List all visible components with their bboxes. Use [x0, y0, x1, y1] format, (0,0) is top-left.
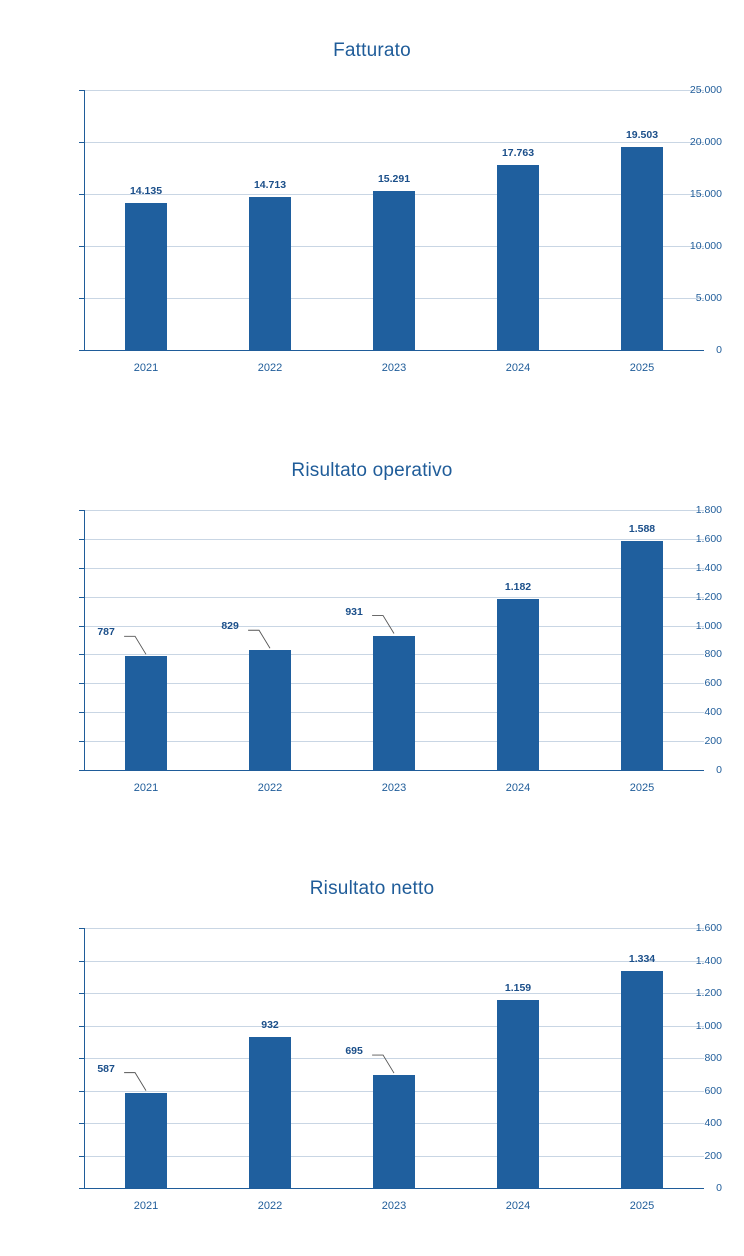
gridline	[84, 928, 704, 929]
bar-value-label: 1.182	[504, 581, 532, 594]
x-axis-tick-label: 2025	[629, 1200, 655, 1212]
bar-value-label: 587	[97, 1062, 115, 1075]
y-axis-tick-label: 25.000	[689, 84, 722, 96]
bar	[497, 599, 539, 770]
y-axis-tick-label: 1.000	[695, 619, 722, 632]
y-axis-tick-label: 10.000	[689, 240, 722, 252]
chart-risultato-netto	[0, 838, 744, 1256]
y-axis-line	[84, 510, 85, 770]
x-axis-tick-label: 2022	[257, 782, 283, 794]
y-axis-tick-label: 200	[704, 735, 722, 748]
gridline	[84, 626, 704, 627]
bar	[497, 165, 539, 350]
bar	[497, 1000, 539, 1188]
gridline	[84, 597, 704, 598]
bar-value-label: 1.588	[628, 522, 656, 535]
x-axis-tick-label: 2022	[257, 362, 283, 374]
chart-title: Risultato operativo	[291, 460, 453, 481]
x-axis-tick-label: 2024	[505, 1200, 531, 1212]
bar-value-label: 17.763	[501, 147, 535, 160]
gridline	[84, 961, 704, 962]
x-axis-tick-label: 2024	[505, 362, 531, 374]
x-axis-tick-label: 2023	[381, 1200, 407, 1212]
gridline	[84, 1026, 704, 1027]
gridline	[84, 510, 704, 511]
y-axis-tick-label: 1.400	[695, 561, 722, 574]
bar	[621, 147, 663, 350]
chart-risultato-operativo	[0, 420, 744, 838]
y-axis-tick-label: 0	[716, 764, 722, 776]
plot-area-fatturato	[22, 72, 722, 392]
bar-value-label: 695	[345, 1045, 363, 1058]
plot-area-risultato-operativo	[22, 492, 722, 812]
gridline	[84, 142, 704, 143]
x-axis-tick-label: 2025	[629, 362, 655, 374]
y-axis-tick-label: 1.600	[695, 922, 722, 934]
bar	[621, 541, 663, 770]
plot-area-risultato-netto	[22, 910, 722, 1230]
y-axis-tick-label: 15.000	[689, 188, 722, 200]
x-axis-tick-label: 2023	[381, 362, 407, 374]
x-axis-tick-label: 2025	[629, 782, 655, 794]
x-axis-tick-label: 2021	[133, 782, 159, 794]
y-axis-tick-label: 1.600	[695, 532, 722, 545]
gridline	[84, 539, 704, 540]
y-axis-tick-label: 1.200	[695, 590, 722, 603]
y-axis-tick-label: 1.400	[695, 954, 722, 967]
y-axis-tick-label: 20.000	[689, 136, 722, 148]
bar	[373, 191, 415, 350]
y-axis-tick-label: 800	[704, 648, 722, 661]
y-axis-tick-label: 1.800	[695, 504, 722, 516]
gridline	[84, 1058, 704, 1059]
y-axis-tick-label: 200	[704, 1149, 722, 1162]
y-axis-tick-label: 1.000	[695, 1019, 722, 1032]
y-axis-tick-label: 400	[704, 1117, 722, 1129]
bar-value-label: 15.291	[377, 172, 411, 185]
bar	[249, 650, 291, 770]
y-axis-line	[84, 928, 85, 1188]
bar	[125, 1093, 167, 1188]
gridline	[84, 993, 704, 994]
bar	[373, 636, 415, 770]
x-axis-tick-label: 2022	[257, 1200, 283, 1212]
bar	[249, 197, 291, 350]
y-axis-tick-label: 0	[716, 1182, 722, 1194]
bar-value-label: 932	[261, 1018, 279, 1031]
bar	[125, 203, 167, 350]
y-axis-tick-label: 5.000	[695, 292, 722, 304]
bar-value-label: 1.334	[628, 953, 656, 966]
bar-value-label: 14.135	[129, 184, 163, 197]
x-axis-tick-label: 2021	[133, 1200, 159, 1212]
x-axis-tick-label: 2023	[381, 782, 407, 794]
bar-value-label: 1.159	[504, 981, 532, 994]
y-axis-tick-label: 0	[716, 344, 722, 356]
gridline	[84, 568, 704, 569]
bar	[125, 656, 167, 770]
bar	[373, 1075, 415, 1188]
chart-title: Risultato netto	[309, 878, 435, 899]
bar-value-label: 931	[345, 605, 363, 618]
bar	[249, 1037, 291, 1188]
bar-value-label: 787	[97, 626, 115, 639]
bar	[621, 971, 663, 1188]
x-axis-tick-label: 2024	[505, 782, 531, 794]
x-axis-tick-label: 2021	[133, 362, 159, 374]
x-axis-line	[84, 770, 704, 771]
y-axis-tick-label: 600	[704, 677, 722, 690]
x-axis-line	[84, 1188, 704, 1189]
gridline	[84, 90, 704, 91]
x-axis-line	[84, 350, 704, 351]
y-axis-line	[84, 90, 85, 350]
chart-title: Fatturato	[333, 40, 411, 61]
bar-value-label: 14.713	[253, 178, 287, 191]
bar-value-label: 829	[221, 620, 239, 633]
y-axis-tick-label: 600	[704, 1084, 722, 1097]
chart-fatturato	[0, 0, 744, 420]
y-axis-tick-label: 400	[704, 706, 722, 719]
y-axis-tick-label: 800	[704, 1052, 722, 1064]
y-axis-tick-label: 1.200	[695, 987, 722, 999]
bar-value-label: 19.503	[625, 129, 659, 142]
